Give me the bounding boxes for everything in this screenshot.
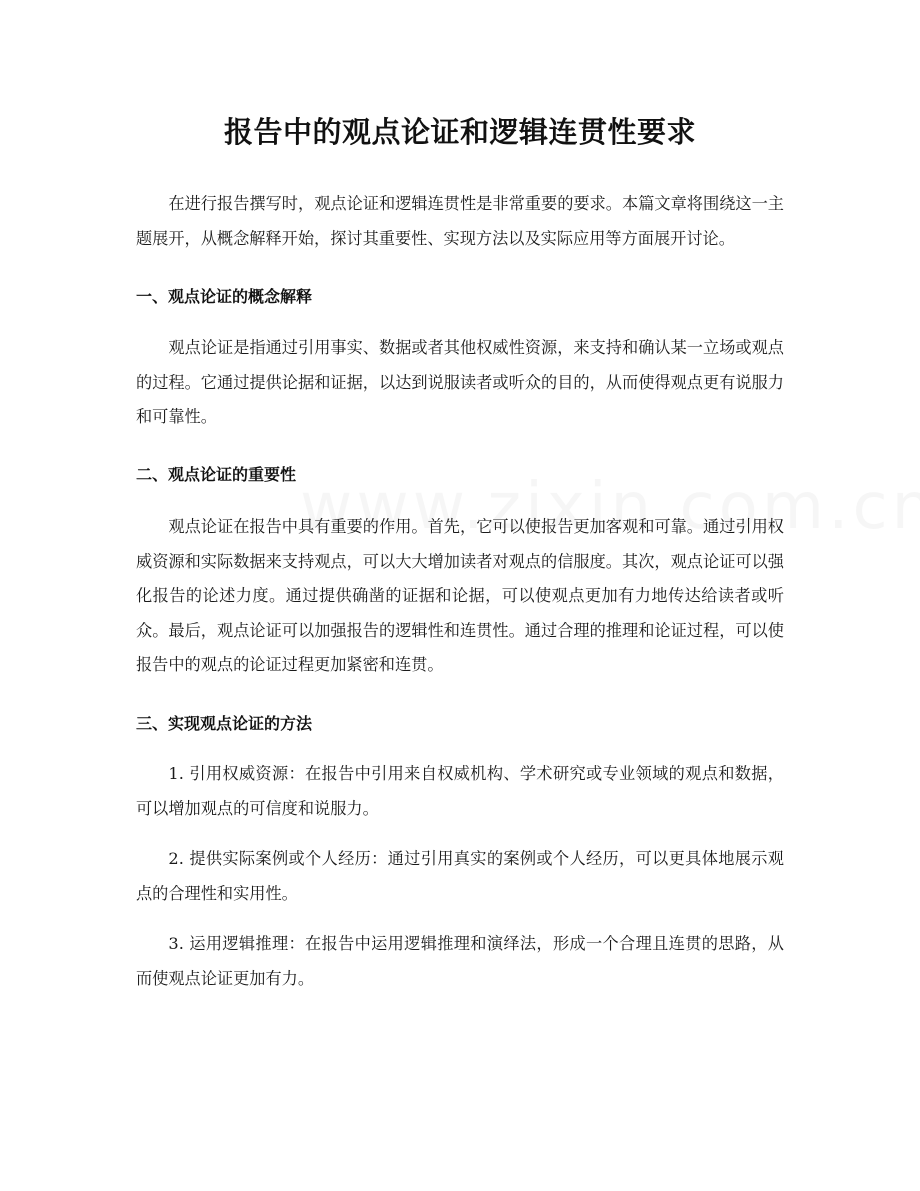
method-item-authority: 1. 引用权威资源：在报告中引用来自权威机构、学术研究或专业领域的观点和数据，可以增加观点的可信度和说服力。 xyxy=(136,763,784,818)
section-heading-concept: 一、观点论证的概念解释 xyxy=(136,287,313,307)
section-heading-methods: 三、实现观点论证的方法 xyxy=(136,713,313,733)
method-item-logic: 3. 运用逻辑推理：在报告中运用逻辑推理和演绎法，形成一个合理且连贯的思路，从而使观点论证更加有力。 xyxy=(136,934,784,988)
method-item-cases: 2. 提供实际案例或个人经历：通过引用真实的案例或个人经历，可以更具体地展示观点的合理性和实用性。 xyxy=(136,849,784,903)
intro-paragraph: 在进行报告撰写时，观点论证和逻辑连贯性是非常重要的要求。本篇文章将围绕这一主题展开，从概念解释开始，探讨其重要性、实现方法以及实际应用等方面展开讨论。 xyxy=(136,194,784,248)
section-heading-importance: 二、观点论证的重要性 xyxy=(136,464,297,484)
document-page xyxy=(136,0,784,997)
section-paragraph-concept: 观点论证是指通过引用事实、数据或者其他权威性资源，来支持和确认某一立场或观点的过程。它通过提供论据和证据，以达到说服读者或听众的目的，从而使得观点更有说服力和可靠性。 xyxy=(136,338,784,427)
section-paragraph-importance: 观点论证在报告中具有重要的作用。首先，它可以使报告更加客观和可靠。通过引用权威资源和实际数据来支持观点，可以大大增加读者对观点的信服度。其次，观点论证可以强化报告的论述力度。通过提供确凿的证据和论据，可以使观点更加有力地传达给读者或听众。最后，观点论证可以加强报告的逻辑性和连贯性。通过合理的推理和论证过程，可以使报告中的观点的论证过程更加紧密和连贯。 xyxy=(136,516,784,675)
document-title: 报告中的观点论证和逻辑连贯性要求 xyxy=(223,115,696,149)
